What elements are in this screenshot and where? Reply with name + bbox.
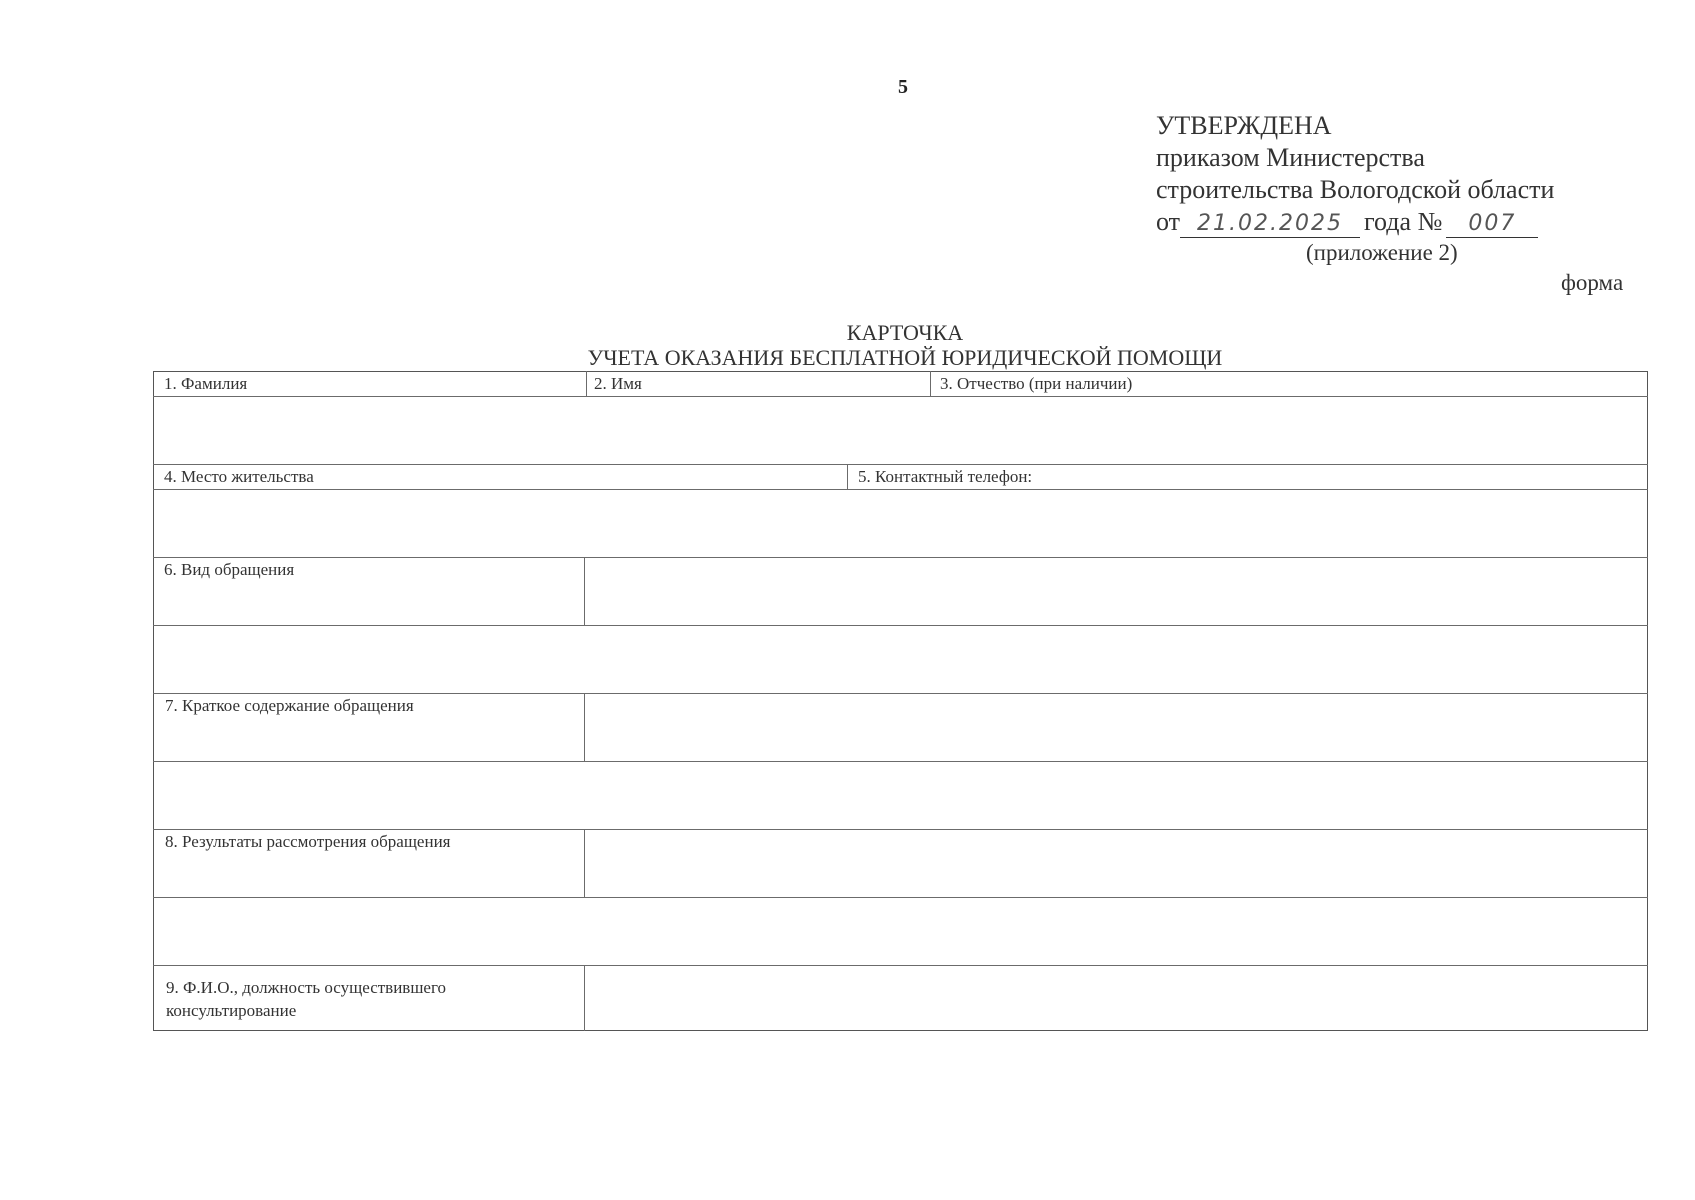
approval-year-label: года №	[1364, 207, 1443, 236]
row-divider	[153, 557, 1648, 558]
appendix-note: (приложение 2)	[1306, 240, 1458, 265]
approval-from-label: от	[1156, 207, 1181, 236]
row-divider	[153, 761, 1648, 762]
approval-date-line	[1156, 206, 1554, 238]
row-divider	[153, 489, 1648, 490]
page-number: 5	[898, 76, 908, 98]
phone-label: 5. Контактный телефон:	[858, 467, 1033, 486]
card-subtitle: УЧЕТА ОКАЗАНИЯ БЕСПЛАТНОЙ ЮРИДИЧЕСКОЙ ПОМОЩИ	[587, 345, 1223, 370]
consultant-label-line2: консультирование	[166, 1001, 297, 1020]
row-divider	[153, 625, 1648, 626]
name-label: 2. Имя	[594, 374, 642, 393]
column-divider	[586, 371, 587, 396]
request-summary-label: 7. Краткое содержание обращения	[165, 696, 414, 715]
approval-order-line: приказом Министерства	[1156, 143, 1425, 172]
approval-number-field: 007	[1446, 211, 1538, 238]
patronymic-label: 3. Отчество (при наличии)	[940, 374, 1133, 393]
results-label: 8. Результаты рассмотрения обращения	[165, 832, 451, 851]
row-divider	[153, 897, 1648, 898]
column-divider	[930, 371, 931, 396]
residence-label: 4. Место жительства	[164, 467, 314, 486]
approval-date-field: 21.02.2025	[1180, 211, 1360, 238]
request-type-label: 6. Вид обращения	[164, 560, 295, 579]
approval-title: УТВЕРЖДЕНА	[1156, 111, 1332, 140]
consultant-label-line1: 9. Ф.И.О., должность осуществившего	[166, 978, 447, 997]
card-title: КАРТОЧКА	[846, 320, 964, 345]
column-divider	[584, 557, 585, 625]
row-divider	[153, 965, 1648, 966]
surname-label: 1. Фамилия	[164, 374, 248, 393]
column-divider	[847, 464, 848, 489]
row-divider	[153, 829, 1648, 830]
column-divider	[584, 693, 585, 761]
approval-stamp-block	[1156, 110, 1554, 238]
row-divider	[153, 693, 1648, 694]
row-divider	[153, 464, 1648, 465]
form-label: форма	[1561, 270, 1624, 295]
row-divider	[153, 396, 1648, 397]
column-divider	[584, 965, 585, 1031]
approval-ministry-line: строительства Вологодской области	[1156, 175, 1555, 204]
column-divider	[584, 829, 585, 897]
